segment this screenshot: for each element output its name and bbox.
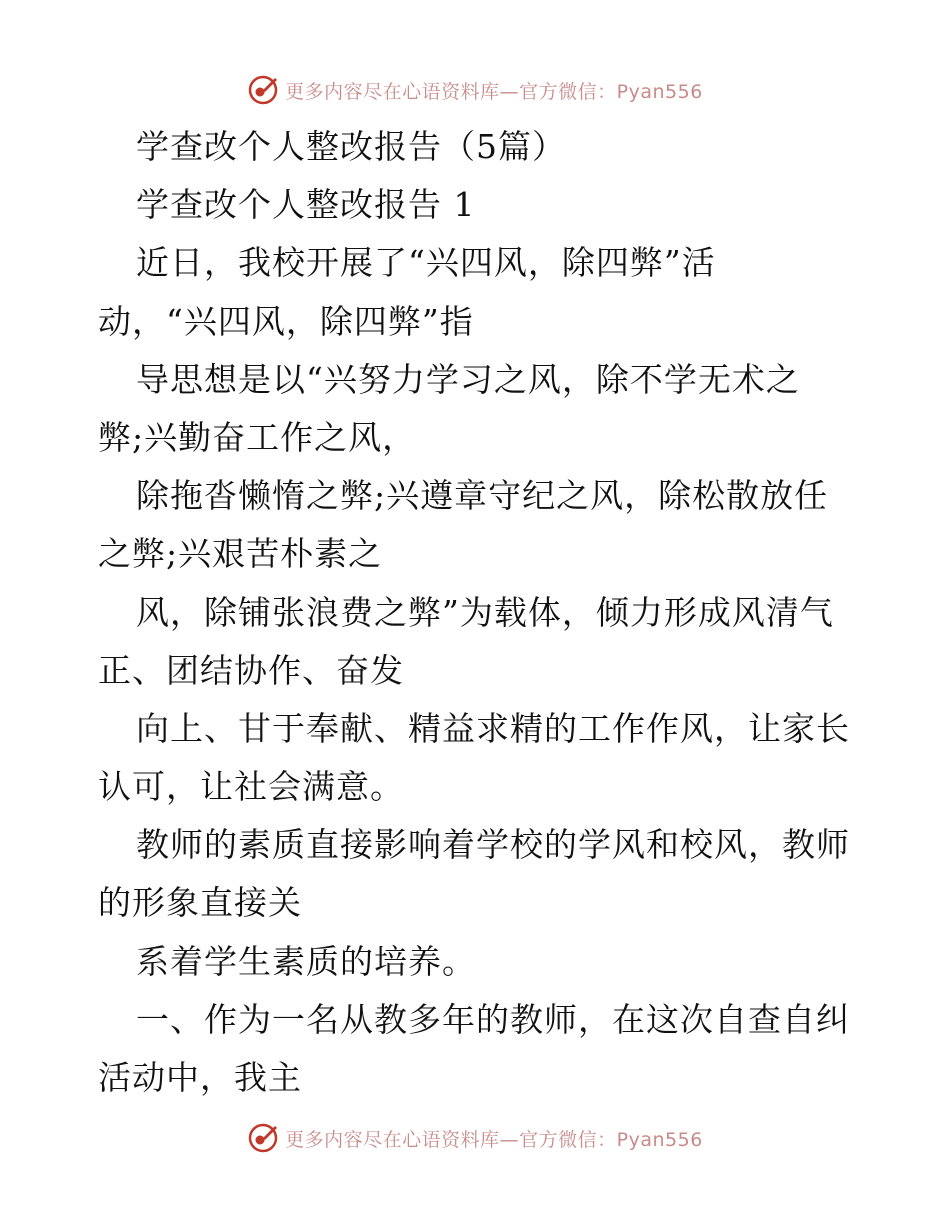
paragraph-line: 活动中，我主 [98,1058,302,1097]
footer-watermark [0,1120,950,1156]
paragraph-line: 导思想是以“兴努力学习之风，除不学无术之 [136,359,800,399]
paragraph-line: 认可，让社会满意。 [98,767,404,807]
section-heading: 学查改个人整改报告 1 [136,185,476,225]
watermark-text: 更多内容尽在心语资料库—官方微信：Pyan556 [285,80,703,103]
paragraph-line: 近日，我校开展了“兴四风，除四弊”活 [136,243,716,283]
document-body [98,118,858,1107]
paragraph-line: 正、团结协作、奋发 [98,650,404,690]
logo-icon [247,74,279,106]
paragraph-line: 之弊;兴艰苦朴素之 [98,534,383,574]
header-watermark [0,72,950,108]
paragraph-line: 一、作为一名从教多年的教师，在这次自查自纠 [136,999,850,1039]
paragraph-line: 系着学生素质的培养。 [136,941,476,981]
paragraph-line: 除拖沓懒惰之弊;兴遵章守纪之风，除松散放任 [136,476,829,516]
paragraph-line: 风，除铺张浪费之弊”为载体，倾力形成风清气 [136,592,834,632]
paragraph-line: 的形象直接关 [98,883,302,923]
watermark-text: 更多内容尽在心语资料库—官方微信：Pyan556 [285,1128,703,1151]
document-title: 学查改个人整改报告（5篇） [136,127,566,166]
logo-icon [247,1122,279,1154]
paragraph-line: 教师的素质直接影响着学校的学风和校风，教师 [136,825,850,865]
paragraph-line: 向上、甘于奉献、精益求精的工作作风，让家长 [136,708,850,748]
paragraph-line: 弊;兴勤奋工作之风， [98,417,417,457]
paragraph-line: 动，“兴四风，除四弊”指 [98,301,474,341]
